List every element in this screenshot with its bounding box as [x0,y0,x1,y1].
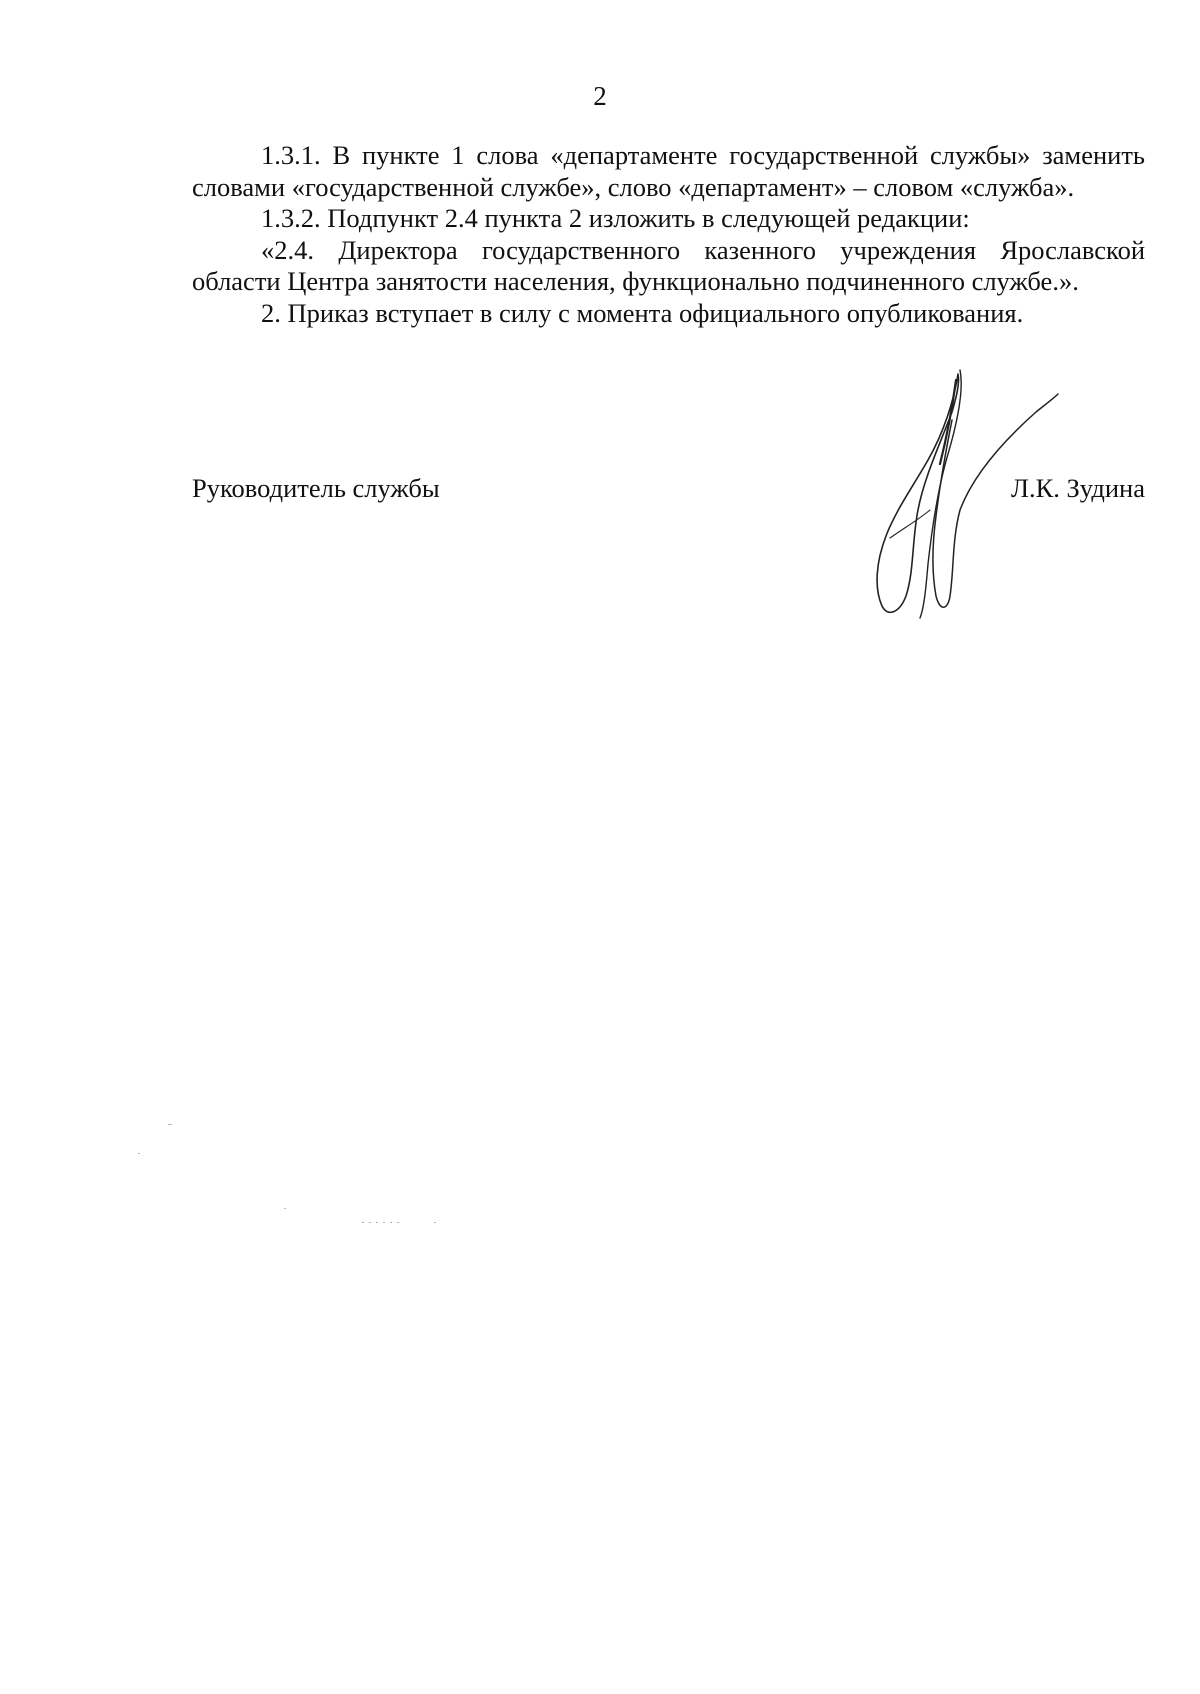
scan-speck [284,1208,286,1209]
page-number: 2 [593,81,607,111]
document-body [192,140,1145,329]
paragraph-2-4-quote: «2.4. Директора государственного казенного учреждения Ярославской области Центра занятости населения, функционально подчиненного службе.». [192,234,1145,296]
paragraph-2-effective-date: 2. Приказ вступает в силу с момента официального опубликования. [261,297,1024,328]
paragraph-1-3-2: 1.3.2. Подпункт 2.4 пункта 2 изложить в следующей редакции: [261,203,970,233]
signer-name: Л.К. Зудина [1011,473,1145,503]
scan-speck [168,1124,172,1125]
handwritten-signature-icon [860,360,1060,620]
paragraph-1-3-1: 1.3.1. В пункте 1 слова «департаменте государственной службы» заменить словами «государственной службе», слово «департамент» – словом «служба». [192,140,1145,202]
scan-speck [434,1222,436,1223]
signer-position: Руководитель службы [192,473,440,503]
scan-speck [362,1222,400,1223]
scan-speck [138,1153,140,1154]
